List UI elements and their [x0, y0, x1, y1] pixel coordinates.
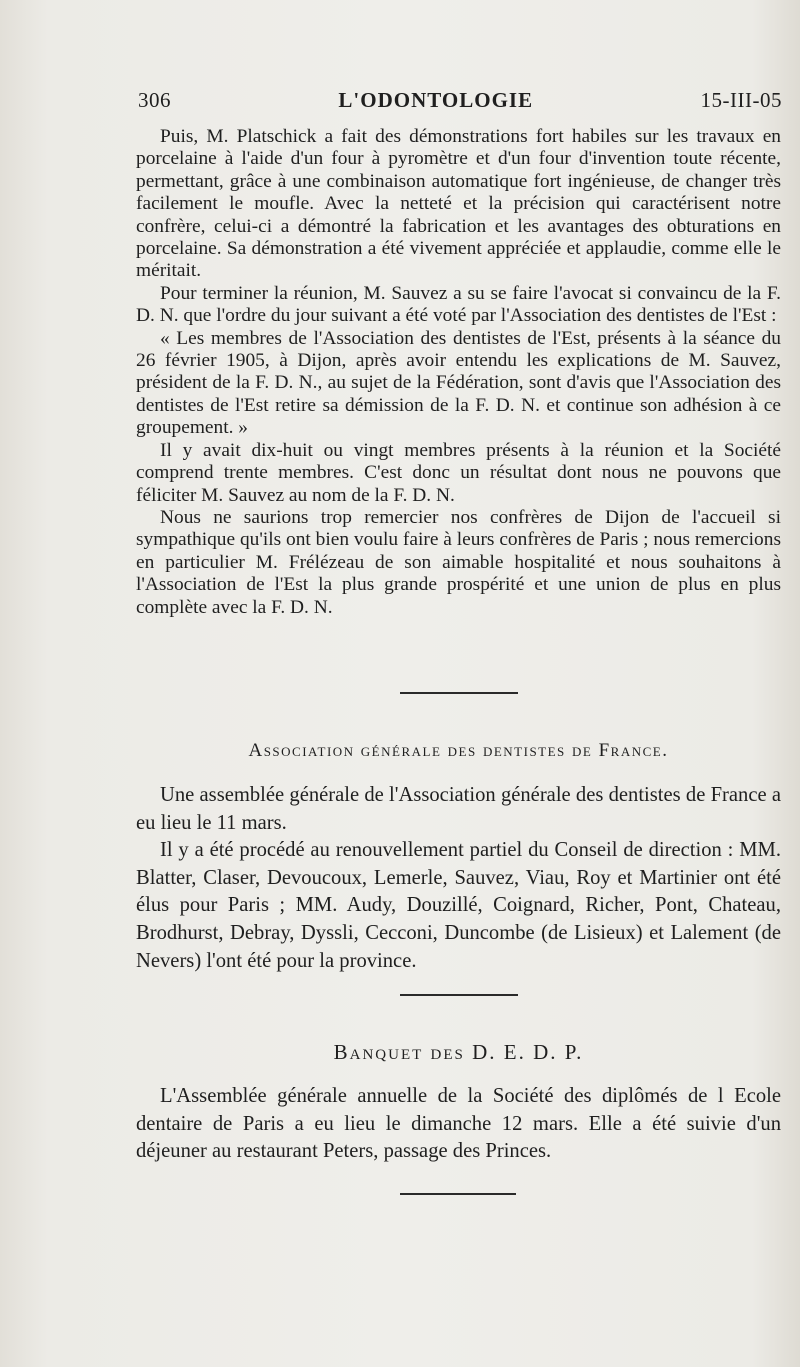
paragraph: Pour terminer la réunion, M. Sauvez a su se faire l'avocat si convaincu de la F. D. N. que l'ordre du jour suivant a été voté par l'Association des dentistes de l'Est :	[136, 282, 781, 327]
paragraph: L'Assemblée générale annuelle de la Société des diplômés de l Ecole dentaire de Paris a eu lieu le dimanche 12 mars. Elle a été suivie d'un déjeuner au restaurant Peters, passage des Princes.	[136, 1085, 781, 1163]
section-divider	[400, 1193, 516, 1195]
journal-title: L'ODONTOLOGIE	[338, 88, 534, 112]
paragraph: Il y avait dix-huit ou vingt membres présents à la réunion et la Société comprend trente membres. C'est donc un résultat dont nous ne pouvons que féliciter M. Sauvez au nom de la F. D. N.	[136, 439, 781, 506]
section-heading: Banquet des D. E. D. P.	[333, 1040, 584, 1064]
page-number: 306	[138, 88, 171, 112]
paragraph: Nous ne saurions trop remercier nos confrères de Dijon de l'accueil si sympathique qu'ils ont bien voulu faire à leurs confrères de Paris ; nous remercions en particulier M. Frélézeau de son aimable hospitalité et nous souhaitons à l'Association de l'Est la plus grande prospérité et une union de plus en plus complète avec la F. D. N.	[136, 506, 781, 618]
section-heading: Association générale des dentistes de France.	[248, 740, 669, 761]
paragraph: Il y a été procédé au renouvellement partiel du Conseil de direction : MM. Blatter, Claser, Devoucoux, Lemerle, Sauvez, Viau, Roy et Martinier ont été élus pour Paris ; MM. Audy, Douzillé, Coignard, Richer, Pont, Chateau, Brodhurst, Debray, Dyssli, Cecconi, Duncombe (de Lisieux) et Lalement (de Nevers) l'ont été pour la province.	[136, 839, 781, 972]
paragraph: Une assemblée générale de l'Association générale des dentistes de France a eu lieu le 11 mars.	[136, 784, 781, 834]
dijon-meeting-report	[136, 126, 781, 619]
association-generale-report	[136, 782, 781, 975]
issue-date: 15-III-05	[700, 88, 782, 112]
running-header	[138, 88, 782, 113]
banquet-report	[136, 1083, 781, 1166]
paragraph: Puis, M. Platschick a fait des démonstrations fort habiles sur les travaux en porcelaine à l'aide d'un four à pyromètre et d'un four d'invention toute récente, permettant, grâce à une combinaison automatique fort ingénieuse, de changer très facilement le moufle. Avec la netteté et la précision qui caractérisent notre confrère, celui-ci a démontré la fabrication et les avantages des obturations en porcelaine. Sa démonstration a été vivement appréciée et applaudie, comme elle le méritait.	[136, 126, 781, 282]
section-divider	[400, 994, 518, 996]
paragraph: « Les membres de l'Association des dentistes de l'Est, présents à la séance du 26 février 1905, à Dijon, après avoir entendu les explications de M. Sauvez, président de la F. D. N., au sujet de la Fédération, sont d'avis que l'Association des dentistes de l'Est retire sa démission de la F. D. N. et continue son adhésion à ce groupement. »	[136, 327, 781, 439]
section-divider	[400, 692, 518, 694]
